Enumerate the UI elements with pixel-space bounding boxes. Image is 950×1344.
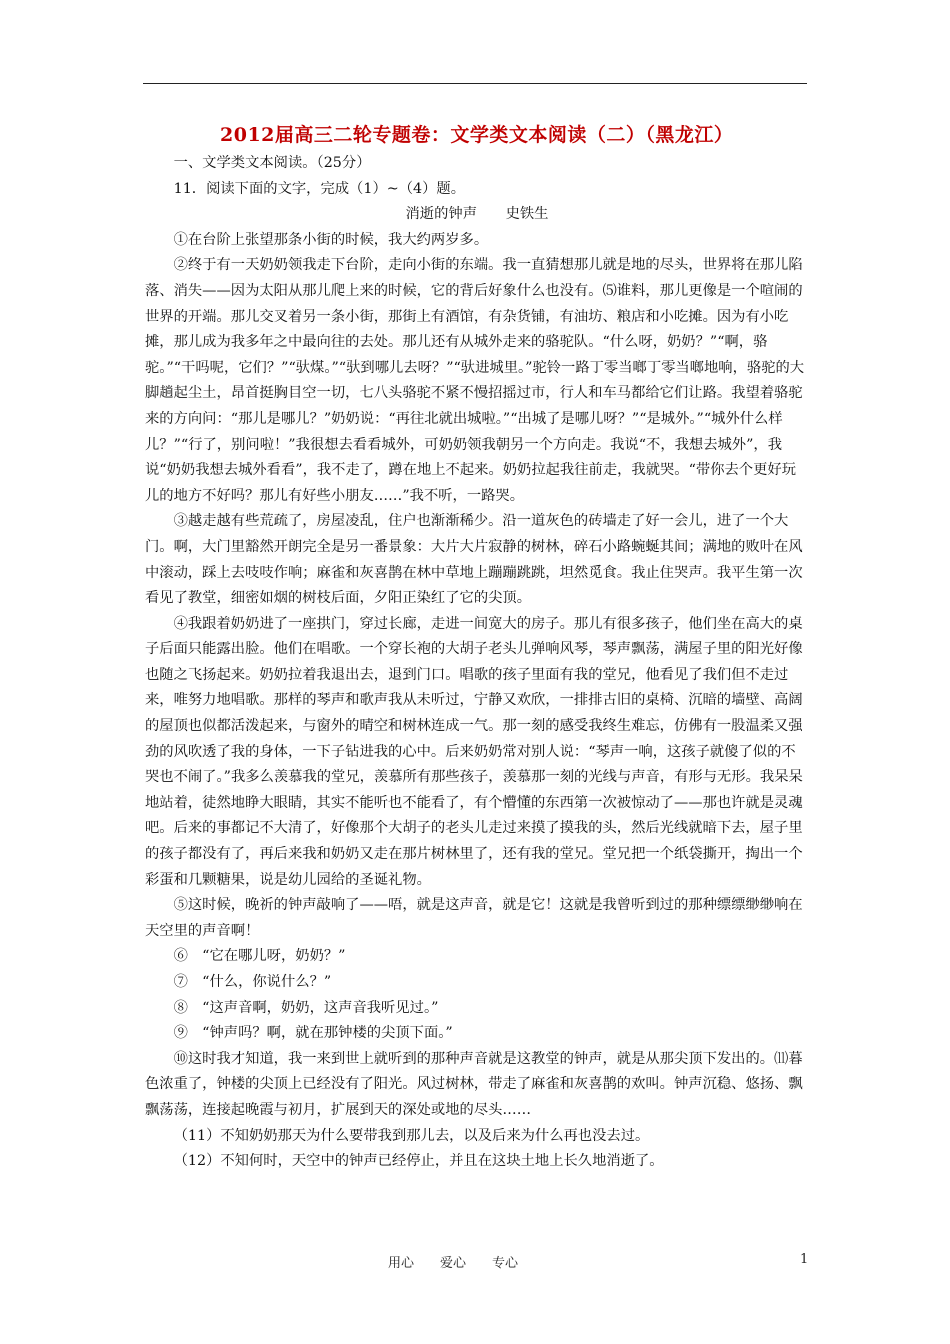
document-body bbox=[145, 151, 809, 1175]
document-title: 2012届高三二轮专题卷：文学类文本阅读（二）（黑龙江） bbox=[220, 124, 734, 146]
paragraph-4: ④我跟着奶奶进了一座拱门，穿过长廊，走进一间宽大的房子。那儿有很多孩子，他们坐在高大的桌子后面只能露出脸。他们在唱歌。一个穿长袍的大胡子老头儿弹响风琴，琴声飘荡，满屋子里的阳光好像也随之飞扬起来。奶奶拉着我退出去，退到门口。唱歌的孩子里面有我的堂兄，他看见了我们但不走过来，唯努力地唱歌。那样的琴声和歌声我从未听过，宁静又欢欣，一排排古旧的桌椅、沉暗的墙壁、高阔的屋顶也似都活泼起来，与窗外的晴空和树林连成一气。那一刻的感受我终生难忘，仿佛有一股温柔又强劲的风吹透了我的身体，一下子钻进我的心中。后来奶奶常对别人说：“琴声一响，这孩子就傻了似的不哭也不闹了。”我多么羡慕我的堂兄，羡慕所有那些孩子，羡慕那一刻的光线与声音，有形与无形。我呆呆地站着，徒然地睁大眼睛，其实不能听也不能看了，有个懵懂的东西第一次被惊动了——那也许就是灵魂吧。后来的事都记不大清了，好像那个大胡子的老头儿走过来摸了摸我的头，然后光线就暗下去，屋子里的孩子都没有了，再后来我和奶奶又走在那片树林里了，还有我的堂兄。堂兄把一个纸袋撕开，掏出一个彩蛋和几颗糖果，说是幼儿园给的圣诞礼物。 bbox=[145, 615, 803, 888]
paragraph-12: （12）不知何时，天空中的钟声已经停止，并且在这块土地上长久地消逝了。 bbox=[173, 1153, 664, 1170]
paragraph-5: ⑤这时候，晚祈的钟声敲响了——唔，就是这声音，就是它！这就是我曾听到过的那种缥缥缈缈响在天空里的声音啊！ bbox=[145, 897, 803, 939]
paragraph-9: ⑨ “钟声吗？啊，就在那钟楼的尖顶下面。” bbox=[173, 1025, 453, 1042]
paragraph-7: ⑦ “什么，你说什么？” bbox=[173, 974, 332, 990]
header-rule bbox=[143, 83, 807, 84]
paragraph-3: ③越走越有些荒疏了，房屋凌乱，住户也渐渐稀少。沿一道灰色的砖墙走了好一会儿，进了一个大门。啊，大门里豁然开朗完全是另一番景象：大片大片寂静的树林，碎石小路蜿蜒其间；满地的败叶在风中滚动，踩上去吱吱作响；麻雀和灰喜鹊在林中草地上蹦蹦跳跳，坦然觅食。我止住哭声。我平生第一次看见了教堂，细密如烟的树枝后面，夕阳正染红了它的尖顶。 bbox=[145, 513, 803, 607]
paragraph-11: （11）不知奶奶那天为什么要带我到那儿去，以及后来为什么再也没去过。 bbox=[173, 1127, 650, 1144]
paragraph-6: ⑥ “它在哪儿呀，奶奶？” bbox=[173, 948, 346, 965]
section-heading: 一、文学类文本阅读。（25分） bbox=[173, 155, 371, 171]
paragraph-1: ①在台阶上张望那条小街的时候，我大约两岁多。 bbox=[173, 231, 489, 248]
paragraph-10: ⑩这时我才知道，我一来到世上就听到的那种声音就是这教堂的钟声，就是从那尖顶下发出的。⑾暮色浓重了，钟楼的尖顶上已经没有了阳光。风过树林，带走了麻雀和灰喜鹊的欢叫。钟声沉稳、悠扬、飘飘荡荡，连接起晚霞与初月，扩展到天的深处或地的尽头…… bbox=[145, 1050, 803, 1118]
footer-motto: 用心 爱心 专心 bbox=[388, 1256, 519, 1271]
page-number: 1 bbox=[800, 1252, 809, 1267]
question-instruction: 11．阅读下面的文字，完成（1）~（4）题。 bbox=[173, 180, 466, 197]
paragraph-8: ⑧ “这声音啊，奶奶，这声音我听见过。” bbox=[173, 999, 439, 1016]
article-heading: 消逝的钟声 史铁生 bbox=[405, 206, 549, 223]
paragraph-2: ②终于有一天奶奶领我走下台阶，走向小街的东端。我一直猜想那儿就是地的尽头，世界将在那儿陷落、消失——因为太阳从那儿爬上来的时候，它的背后好象什么也没有。⑸谁料，那儿更像是一个喧闹的世界的开端。那儿交叉着另一条小街，那街上有酒馆，有杂货铺，有油坊、粮店和小吃摊。因为有小吃摊，那儿成为我多年之中最向往的去处。那儿还有从城外走来的骆驼队。“什么呀，奶奶？”“啊，骆驼。”“干吗呢，它们？”“驮煤。”“驮到哪儿去呀？”“驮进城里。”驼铃一路丁零当啷丁零当啷地响，骆驼的大脚趟起尘土，昂首挺胸目空一切，七八头骆驼不紧不慢招摇过市，行人和车马都给它们让路。我望着骆驼来的方向问：“那儿是哪儿？”奶奶说：“再往北就出城啦。”“出城了是哪儿呀？”“是城外。”“城外什么样儿？”“行了，别问啦！”我很想去看看城外，可奶奶领我朝另一个方向走。我说“不，我想去城外”，我说“奶奶我想去城外看看”，我不走了，蹲在地上不起来。奶奶拉起我往前走，我就哭。“带你去个更好玩儿的地方不好吗？那儿有好些小朋友……”我不听，一路哭。 bbox=[145, 257, 805, 504]
